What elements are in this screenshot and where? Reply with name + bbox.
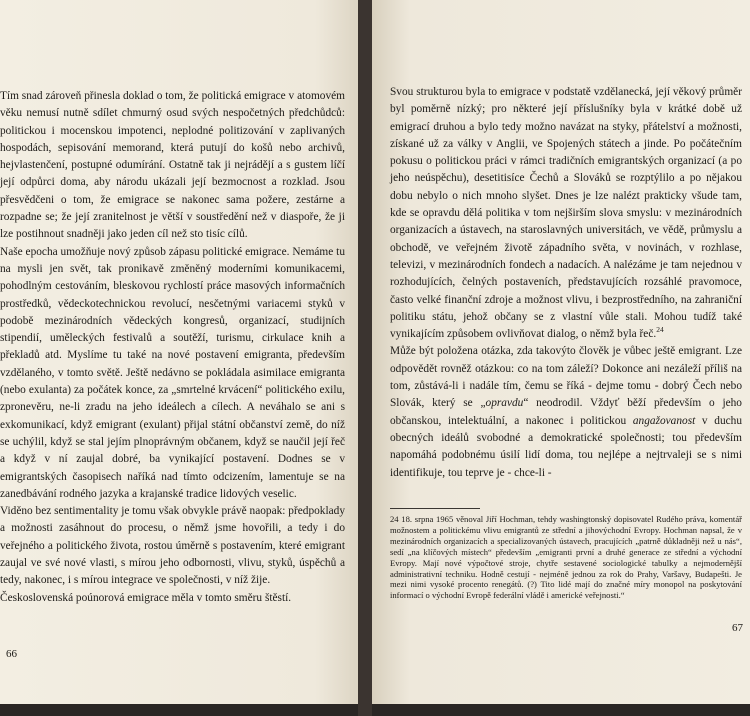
paragraph-text: Svou strukturou byla to emigrace v podstatě vzdělanecká, její věkový průměr byl poměrně nízký; pro některé její příslušníky byla v krátké době už emigrací druhou a bylo tedy možno navázat na styky, přátelství a možnosti, získané už za války v Anglii, ve Spojených státech a jinde. Po počátečním pokusu o politickou práci v rámci tradičních emigrantských organizací (a po jeho neúspěchu), desetitisíce Čechů a Slováků se rozptýlilo a po nějakou dobu nebylo o nich mnoho slyšet. Dnes je lze nalézt prakticky všude tam, kde se opravdu dělá politika v tom nejširším slova smyslu: v mezinárodních organizacích a ústavech, na staroslavných universitách, ve vědě, průmyslu a obchodě, ve veřejném životě západního světa, v novinách, v rozhlase, televizi, v mezinárodních fondech a nadacích. A nalézáme je tam nejednou v rozhodujících, čelných postaveních, představujících rozsáhlé pravomoce, často velké finanční zdroje a možnost vlivu, i bezprostředního, na zahraniční politiku státu, jehož občany se z vlastní vůle stali. Mohou tudíž také vynikajícím způsobem ovlivňovat dialog, o němž byla řeč. [390,86,742,341]
paragraph: Československá poúnorová emigrace měla v tomto směru štěstí. [0,591,292,604]
paragraph: Naše epocha umožňuje nový způsob zápasu politické emigrace. Nemáme tu na mysli jen svět, tak pronikavě změněný moderními komunikacemi, pohodlným cestováním, bleskovou rychlostí práce masových informačních prostředků, vědeckotechnickou revolucí, nesčetnými variacemi styků v podobě mezinárodních vědeckých kongresů, organizací, studijních stipendií, uměleckých festivalů a soutěží, turismu, cirkulace knih a překladů atd. Myslíme tu také na nové postavení emigranta, především vzdělaného, v tomto světě. Ještě nedávno se pokládala asimilace emigranta (nebo exulanta) za počátek konce, za „smrtelné krvácení“ politického exilu, zpronevěru, ne-li zradu na jeho ideálech a cílech. A neváhalo se ani s exkomunikací, když emigrant (exulant) přijal státní občanství země, do níž se uchýlil, když se stal jejím plnoprávným občanem, když se naučil její řeč a když v ní zaujal dobré, ba vynikající postavení. Dodnes se v emigrantských časopisech naříká nad tímto odcizením, lamentuje se na zanedbávání rodného jazyka a krajanské tradice lidových veselic. [0,245,345,500]
emphasis: opravdu [485,397,524,410]
book-gutter [358,0,372,716]
right-page-text [390,84,742,482]
paragraph-text: Může být položena otázka, zda takovýto člověk je vůbec ještě emigrant. Lze odpovědět rovněž otázkou: co na tom záleží? Dokonce ani nezáleží příliš na tom, zůstává-li i nadále tím, čemu se říká - dejme tomu - dobrý Čech nebo Slovák, který se „ [390,345,742,410]
left-page [0,0,358,704]
emphasis: angažovanost [632,414,696,427]
footnote-divider [390,508,480,509]
paragraph-text: v duchu obecných ideálů svobodné a demokratické společnosti; tou především napomáhá podobnému úsilí lidí doma, tou nejlépe a nejtrvaleji se s nimi identifikuje, tou teprve je - chce-li - [390,414,742,479]
paragraph [390,343,742,481]
paragraph [390,84,742,343]
paragraph: Viděno bez sentimentality je tomu však obvykle právě naopak: předpoklady a možnosti zasáhnout do procesu, o němž jsme hovořili, a tedy i do veřejného a politického života, rostou úměrně s postavením, které emigrant zaujal ve své nové vlasti, s mírou jeho odbornosti, vlivu, styků, úspěchů a tedy, nakonec, i s mírou integrace ve společnosti, v níž žije. [0,505,345,587]
right-page [372,0,750,704]
footnote: 24 18. srpna 1965 věnoval Jiří Hochman, tehdy washingtonský dopisovatel Rudého práva, komentář možnostem a politickému vlivu emigrantů ze střední a jihovýchodní Evropy. Hochman napsal, že v mezinárodních organizacích a specializovaných ústavech, pracujících „patrně důkladněji než u nás“, sedí „na klíčových místech“ především „emigranti první a druhé generace ze střední a východní Evropy. Mají nové výpočtové stroje, chytře sestavené sociologické tabulky a nejmodernější administrativní techniku. Hodně cestují - nejméně jednou za rok do Prahy, Varšavy, Budapešti. Je mezi nimi vysoké procento renegátů. (?) Tito lidé mají do značné míry monopol na poskytování informací o východní Evropě federální vládě i americké veřejnosti.“ [390,514,742,601]
left-page-text [0,88,345,607]
page-number: 67 [732,622,743,634]
page-number: 66 [6,648,17,660]
footnote-reference: 24 [656,325,664,335]
paragraph-text: “ neodrodil. Vždyť běží především o jeho občanskou, intelektuální, a nakonec i politickou [390,397,742,427]
paragraph: Tím snad zároveň přinesla doklad o tom, že politická emigrace v atomovém věku nemusí nutně sdílet chmurný osud svých nespočetných předchůdců: politickou i mocenskou impotenci, neplodné politizování v zaplivaných hospodách, sepisování memorand, která putují do košů nebo archivů, hejvlastenčení, postupné odumírání. Ostatně tak ji nejrádějí a s gustem líčí její odpůrci doma, aby národu ukázali její bezmocnost a rozklad. Jsou přesvědčeni o tom, že emigrace se nakonec sama požere, zestárne a rozpadne se; že její zranitelnost je větší v soustředění než v diaspoře, že ji lze postihnout snadněji jako jeden cíl než sto tisíc cílů. [0,90,345,241]
